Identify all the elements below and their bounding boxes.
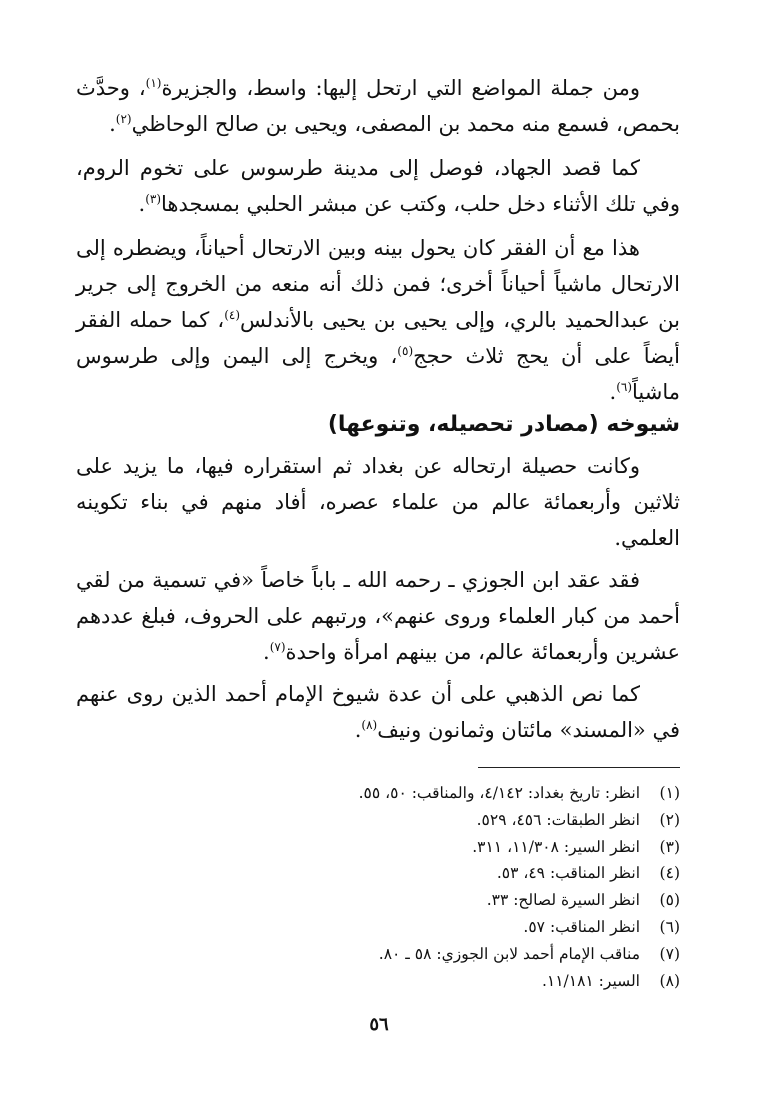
footnote-ref[interactable]: (٥) <box>397 344 414 358</box>
paragraph-teachers-count <box>76 448 680 556</box>
section-heading: شيوخه (مصادر تحصيله، وتنوعها) <box>327 412 680 437</box>
footnote-number: (٤) <box>659 864 680 883</box>
paragraph-poverty <box>76 230 680 410</box>
footnote-text: انظر: تاريخ بغداد: ٤/١٤٢، والمناقب: ٥٠، ٥٥. <box>358 784 640 802</box>
paragraph-text: كما قصد الجهاد، فوصل إلى مدينة طرسوس على تخوم الروم، وفي تلك الأثناء دخل حلب، وكتب عن مبشر الحلبي بمسجدها <box>76 156 680 216</box>
footnote-item <box>76 914 680 941</box>
footnote-ref[interactable]: (٨) <box>361 718 378 732</box>
paragraph-jihad <box>76 150 680 222</box>
footnote-item <box>76 887 680 914</box>
footnote-text: مناقب الإمام أحمد لابن الجوزي: ٥٨ ـ ٨٠. <box>378 944 640 963</box>
paragraph-text: هذا مع أن الفقر كان يحول بينه وبين الارتحال أحياناً، ويضطره إلى الارتحال ماشياً أحياناً أخرى؛ فمن ذلك أنه منعه من الخروج إلى جرير بن عبدالحميد بالري، وإلى يحيى بن يحيى بالأندلس <box>76 236 680 332</box>
footnote-ref[interactable]: (٣) <box>145 192 162 206</box>
footnotes-list <box>76 780 680 994</box>
footnote-item <box>76 860 680 887</box>
footnote-item <box>76 968 680 995</box>
page-number: ٥٦ <box>369 1014 389 1035</box>
paragraph-text: . <box>138 192 146 216</box>
paragraph-text: ومن جملة المواضع التي ارتحل إليها: واسط، والجزيرة <box>161 76 640 100</box>
footnote-number: (٦) <box>659 917 680 936</box>
footnote-number: (٢) <box>659 810 680 829</box>
footnote-item <box>76 807 680 834</box>
paragraph-text: كما نص الذهبي على أن عدة شيوخ الإمام أحمد الذين روى عنهم في «المسند» مائتان وثمانون ونيف <box>76 682 680 742</box>
footnote-ref[interactable]: (٤) <box>224 308 241 322</box>
footnote-item <box>76 834 680 861</box>
footnote-text: انظر المناقب: ٥٧. <box>523 917 640 936</box>
paragraph-travel-places <box>76 70 680 142</box>
footnote-item <box>76 780 680 807</box>
paragraph-text: ، كما حمله الفقر أيضاً على أن يحج ثلاث حجج <box>76 308 680 368</box>
footnote-number: (٧) <box>659 944 680 963</box>
footnote-number: (٨) <box>659 971 680 990</box>
footnote-text: انظر المناقب: ٤٩، ٥٣. <box>496 864 640 883</box>
footnote-separator <box>478 767 680 768</box>
paragraph-text: وكانت حصيلة ارتحاله عن بغداد ثم استقراره فيها، ما يزيد على ثلاثين وأربعمائة عالم من علماء عصره، أفاد منهم في بناء تكوينه العلمي. <box>76 454 680 550</box>
footnote-ref[interactable]: (٢) <box>115 112 132 126</box>
footnote-text: انظر السير: ١١/٣٠٨، ٣١١. <box>472 837 640 856</box>
footnote-text: انظر السيرة لصالح: ٣٣. <box>486 891 640 910</box>
paragraph-al-dhahabi <box>76 676 680 748</box>
footnote-ref[interactable]: (٦) <box>616 380 633 394</box>
footnote-ref[interactable]: (٧) <box>269 640 286 654</box>
paragraph-ibn-al-jawzi <box>76 562 680 670</box>
footnote-number: (٣) <box>659 837 680 856</box>
footnote-item <box>76 941 680 968</box>
footnote-ref[interactable]: (١) <box>145 76 162 90</box>
footnote-number: (٥) <box>659 891 680 910</box>
paragraph-text: ، وحدَّث بحمص، فسمع منه محمد بن المصفى، ويحيى بن صالح الوحاظي <box>76 76 680 136</box>
paragraph-text: . <box>354 718 362 742</box>
paragraph-text: فقد عقد ابن الجوزي ـ رحمه الله ـ باباً خاصاً «في تسمية من لقي أحمد من كبار العلماء وروى عنهم»، ورتبهم على الحروف، فبلغ عددهم عشرين وأربعمائة عالم، من بينهم امرأة واحدة <box>76 568 680 664</box>
paragraph-text: . <box>609 380 617 404</box>
paragraph-text: . <box>109 112 116 136</box>
footnote-text: انظر الطبقات: ٤٥٦، ٥٢٩. <box>476 810 640 829</box>
footnote-text: السير: ١١/١٨١. <box>541 971 640 990</box>
paragraph-text: . <box>263 640 270 664</box>
footnote-number: (١) <box>659 784 680 802</box>
paragraph-text: ، ويخرج إلى اليمن وإلى طرسوس ماشياً <box>76 344 680 404</box>
